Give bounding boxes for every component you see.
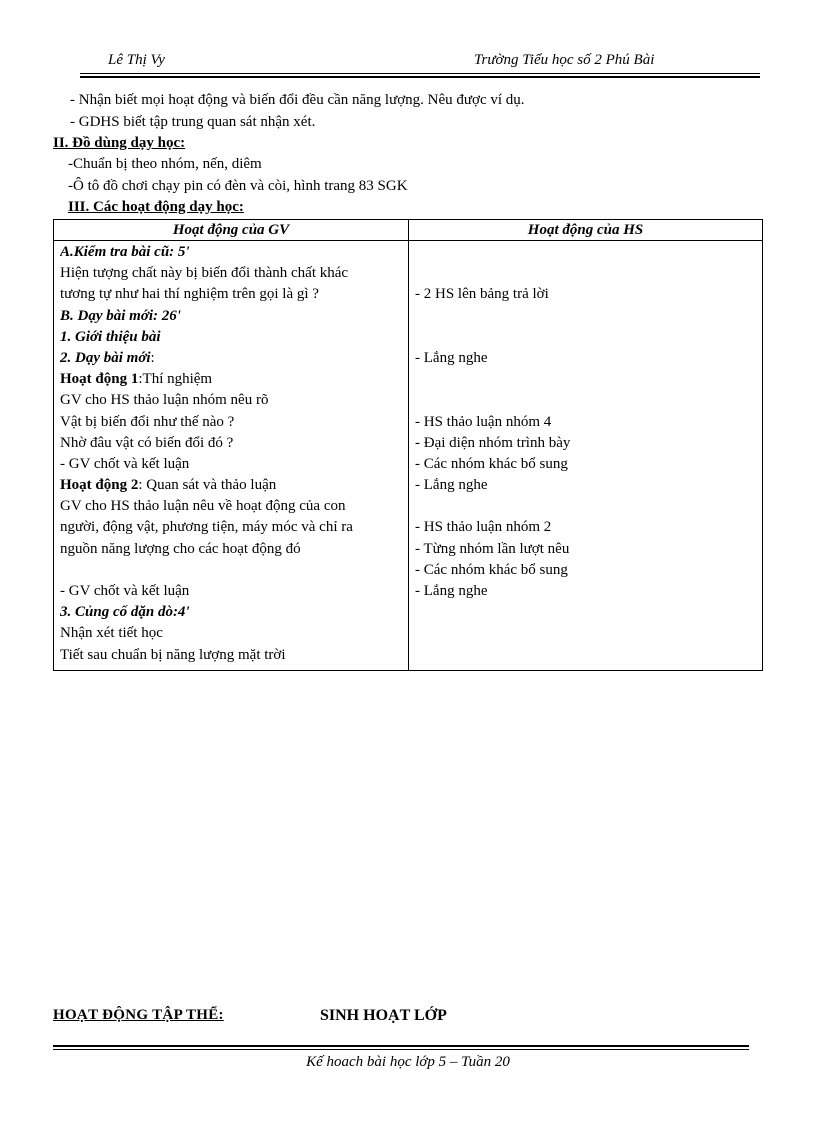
teacher-activity-line bbox=[60, 327, 404, 348]
table-body-row bbox=[54, 241, 763, 671]
teacher-activity-text: B. Dạy bài mới: 26' bbox=[60, 307, 181, 324]
teacher-activity-line bbox=[60, 539, 404, 560]
teacher-activity-line bbox=[60, 306, 404, 327]
student-activity-line bbox=[415, 327, 758, 348]
objective-line-1: - Nhận biết mọi hoạt động và biến đổi đều cần năng lượng. Nêu được ví dụ. bbox=[70, 92, 525, 108]
header-rule-top bbox=[80, 73, 760, 74]
teacher-activity-suffix: : Quan sát và thảo luận bbox=[138, 477, 277, 494]
header-rule-bottom bbox=[80, 76, 760, 78]
student-activity-line: - Từng nhóm lần lượt nêu bbox=[415, 540, 570, 557]
student-activity-line: - Đại diện nhóm trình bày bbox=[415, 434, 571, 451]
teacher-activity-text: 3. Củng cố dặn dò:4' bbox=[60, 604, 190, 621]
teacher-activity-text: Hoạt động 2 bbox=[60, 477, 139, 494]
teacher-activity-line bbox=[60, 517, 404, 538]
student-activity-line bbox=[415, 602, 758, 623]
teacher-activities-cell bbox=[54, 241, 409, 671]
header-author: Lê Thị Vy bbox=[108, 52, 165, 68]
student-activity-line: - Lắng nghe bbox=[415, 583, 488, 599]
teacher-activity-line bbox=[60, 263, 404, 284]
teacher-activity-line bbox=[60, 412, 404, 433]
teacher-activity-text: Hiện tượng chất này bị biến đổi thành chất khác bbox=[60, 265, 349, 282]
teacher-activity-line bbox=[60, 369, 404, 390]
column-header-student: Hoạt động của HS bbox=[409, 220, 763, 241]
teacher-activity-text: Nhận xét tiết học bbox=[60, 625, 163, 642]
student-activities-cell bbox=[409, 241, 763, 671]
student-activity-line: - HS thảo luận nhóm 4 bbox=[415, 413, 552, 430]
student-activity-line bbox=[415, 263, 758, 284]
student-activity-line: - Các nhóm khác bổ sung bbox=[415, 455, 568, 472]
section-materials-heading: II. Đồ dùng dạy học: bbox=[53, 135, 186, 151]
teacher-activity-text: 2. Dạy bài mới bbox=[60, 349, 151, 366]
teacher-activity-text: - GV chốt và kết luận bbox=[60, 455, 190, 472]
student-activity-line: - Các nhóm khác bổ sung bbox=[415, 561, 568, 578]
section-activities-heading: III. Các hoạt động dạy học: bbox=[68, 199, 244, 215]
teacher-activity-text: GV cho HS thảo luận nhóm nêu rõ bbox=[60, 392, 269, 409]
teacher-activity-suffix: : bbox=[150, 349, 155, 366]
student-activity-line bbox=[415, 623, 758, 644]
student-activity-line bbox=[415, 369, 758, 390]
footer-rule-top bbox=[53, 1045, 749, 1047]
student-activity-line bbox=[415, 496, 758, 517]
teacher-activity-text: - GV chốt và kết luận bbox=[60, 583, 190, 599]
teacher-activity-line bbox=[60, 475, 404, 496]
teacher-activity-suffix: :Thí nghiệm bbox=[138, 371, 213, 388]
teacher-activity-text: tương tự như hai thí nghiệm trên gọi là gì ? bbox=[60, 286, 319, 303]
student-activity-line bbox=[415, 390, 758, 411]
teacher-activity-line bbox=[60, 433, 404, 454]
teacher-activity-line bbox=[60, 560, 404, 581]
student-activity-line bbox=[415, 645, 758, 666]
class-activity-title: SINH HOẠT LỚP bbox=[320, 1007, 447, 1024]
teacher-activity-text: người, động vật, phương tiện, máy móc và chỉ ra bbox=[60, 519, 353, 536]
student-activity-line bbox=[415, 242, 758, 263]
student-activity-line: - Lắng nghe bbox=[415, 349, 488, 366]
teacher-activity-line bbox=[60, 242, 404, 263]
student-activity-line bbox=[415, 306, 758, 327]
teacher-activity-text: A.Kiểm tra bài cũ: 5' bbox=[60, 244, 190, 260]
teacher-activity-line bbox=[60, 602, 404, 623]
student-activity-line: - Lắng nghe bbox=[415, 477, 488, 494]
header-school: Trường Tiểu học số 2 Phú Bài bbox=[474, 52, 655, 68]
footer-plan-title: Kế hoach bài học lớp 5 – Tuần 20 bbox=[306, 1054, 510, 1070]
teacher-activity-line bbox=[60, 496, 404, 517]
teacher-activity-line bbox=[60, 348, 404, 369]
teacher-activity-line bbox=[60, 581, 404, 602]
teacher-activity-line bbox=[60, 454, 404, 475]
materials-line-1: -Chuẩn bị theo nhóm, nến, diêm bbox=[68, 156, 262, 172]
teacher-activity-text: Hoạt động 1 bbox=[60, 371, 139, 388]
teacher-activity-line bbox=[60, 645, 404, 666]
teacher-activity-line bbox=[60, 284, 404, 305]
lesson-activity-table bbox=[53, 219, 763, 671]
teacher-activity-line bbox=[60, 390, 404, 411]
teacher-activity-line bbox=[60, 623, 404, 644]
student-activity-line: - HS thảo luận nhóm 2 bbox=[415, 519, 552, 536]
objective-line-2: - GDHS biết tập trung quan sát nhận xét. bbox=[70, 114, 316, 130]
teacher-activity-text: GV cho HS thảo luận nêu về hoạt động của con bbox=[60, 498, 346, 515]
table-header-row bbox=[54, 220, 763, 241]
teacher-activity-text: nguồn năng lượng cho các hoạt động đó bbox=[60, 540, 301, 557]
teacher-activity-text: Nhờ đâu vật có biến đổi đó ? bbox=[60, 434, 234, 451]
column-header-teacher: Hoạt động của GV bbox=[54, 220, 409, 241]
footer-rule-bottom bbox=[53, 1049, 749, 1050]
teacher-activity-text: 1. Giới thiệu bài bbox=[60, 328, 161, 345]
materials-line-2: -Ô tô đồ chơi chạy pin có đèn và còi, hình trang 83 SGK bbox=[68, 178, 408, 194]
student-activity-line: - 2 HS lên bảng trả lời bbox=[415, 286, 549, 303]
teacher-activity-text: Tiết sau chuẩn bị năng lượng mặt trời bbox=[60, 646, 286, 663]
collective-activity-label: HOẠT ĐỘNG TẬP THỂ: bbox=[53, 1007, 224, 1023]
teacher-activity-text: Vật bị biến đổi như thế nào ? bbox=[60, 413, 235, 430]
